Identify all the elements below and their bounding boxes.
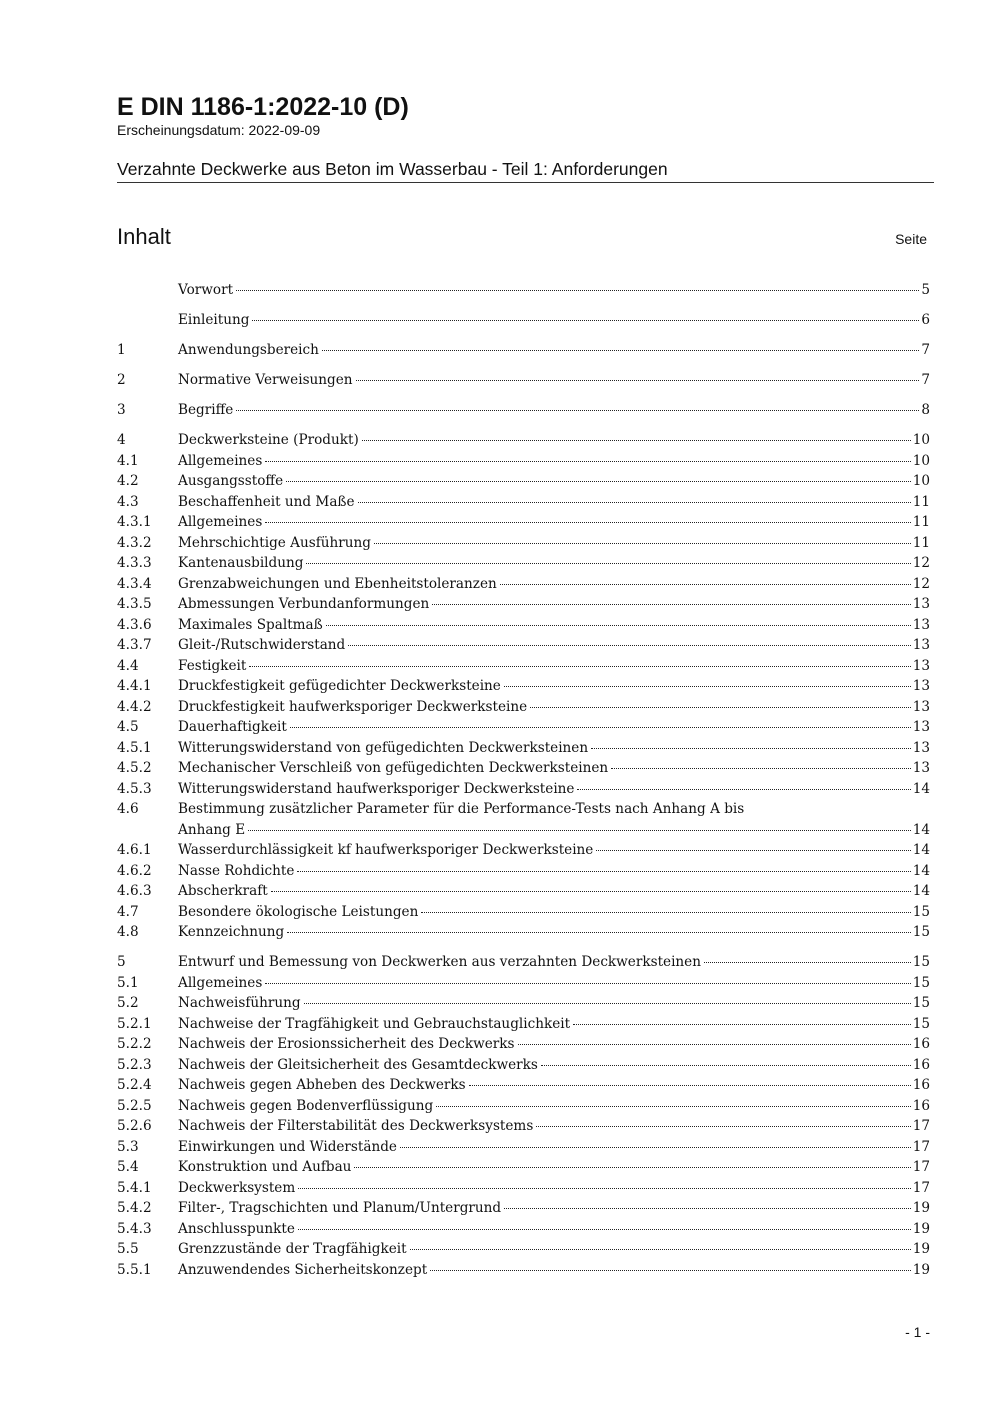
toc-leader-dots: [541, 1065, 911, 1066]
toc-entry[interactable]: [117, 840, 930, 861]
toc-entry-number: 4.6.1: [117, 842, 152, 858]
toc-entry-page: 15: [912, 903, 930, 920]
toc-entry-page: 14: [912, 883, 930, 899]
toc-leader-dots: [348, 645, 910, 646]
toc-entry-label: Bestimmung zusätzlicher Parameter für die Performance-Tests nach Anhang A bis: [178, 801, 745, 817]
toc-entry-number: 4.6.2: [117, 862, 152, 879]
publication-date: Erscheinungsdatum: 2022-09-09: [117, 122, 321, 138]
toc-entry-label: Anzuwendendes Sicherheitskonzept: [178, 1261, 428, 1278]
toc-entry-label: Nachweis der Filterstabilität des Deckwerksystems: [178, 1118, 534, 1134]
toc-entry-label: Allgemeines: [178, 514, 263, 530]
toc-entry-page: 15: [912, 924, 930, 940]
toc-leader-dots: [500, 584, 911, 585]
toc-entry[interactable]: [117, 1239, 930, 1260]
toc-entry-number: 5.2.2: [117, 1036, 152, 1052]
toc-entry-page: 14: [912, 780, 930, 797]
toc-entry[interactable]: [117, 993, 930, 1014]
toc-entry-number: 5.1: [117, 974, 139, 991]
toc-entry-continuation[interactable]: [117, 820, 930, 841]
toc-entry[interactable]: [117, 310, 930, 331]
toc-entry-label: Besondere ökologische Leistungen: [178, 903, 419, 920]
toc-entry-label: Druckfestigkeit gefügedichter Deckwerksteine: [178, 678, 501, 694]
toc-entry-number: 5.2.5: [117, 1097, 152, 1114]
toc-entry-label: Kantenausbildung: [178, 555, 304, 571]
toc-entry[interactable]: [117, 340, 930, 361]
toc-entry-page: 15: [912, 995, 930, 1011]
toc-leader-dots: [298, 1188, 910, 1189]
toc-leader-dots: [577, 789, 910, 790]
toc-entry-label: Abmessungen Verbundanformungen: [178, 596, 430, 612]
toc-entry-label: Grenzzustände der Tragfähigkeit: [178, 1241, 407, 1257]
toc-entry-number: 4.5.1: [117, 739, 152, 756]
toc-entry-page: 7: [921, 342, 930, 358]
toc-entry-number: 5.2.6: [117, 1118, 152, 1134]
toc-entry-page: 14: [912, 821, 930, 838]
toc-leader-dots: [290, 727, 911, 728]
toc-entry[interactable]: [117, 1096, 930, 1117]
toc-entry-number: 2: [117, 372, 126, 388]
toc-leader-dots: [326, 625, 911, 626]
toc-entry-label: Nachweise der Tragfähigkeit und Gebrauchstauglichkeit: [178, 1015, 571, 1032]
toc-entry-page: 13: [912, 698, 930, 715]
toc-entry[interactable]: [117, 738, 930, 759]
toc-entry[interactable]: [117, 758, 930, 779]
toc-entry-number: 4.7: [117, 903, 139, 920]
toc-heading: Inhalt: [117, 224, 171, 249]
toc-entry-label: Einwirkungen und Widerstände: [178, 1138, 397, 1155]
toc-entry-label: Nachweisführung: [178, 995, 301, 1011]
toc-entry[interactable]: [117, 1014, 930, 1035]
toc-leader-dots: [432, 604, 910, 605]
toc-leader-dots: [297, 871, 910, 872]
toc-leader-dots: [248, 830, 911, 831]
toc-entry[interactable]: [117, 1260, 930, 1281]
toc-entry-page: 17: [912, 1179, 930, 1196]
toc-leader-dots: [518, 1044, 911, 1045]
toc-entry-label: Begriffe: [178, 402, 234, 418]
toc-entry-number: 4.4.1: [117, 678, 152, 694]
toc-entry-page: 17: [912, 1138, 930, 1155]
toc-entry-label: Entwurf und Bemessung von Deckwerken aus verzahnten Deckwerksteinen: [178, 954, 701, 970]
toc-entry[interactable]: [117, 973, 930, 994]
toc-entry-number: 4.3.4: [117, 575, 152, 592]
toc-leader-dots: [286, 481, 911, 482]
toc-header: [117, 223, 927, 253]
toc-entry[interactable]: [117, 861, 930, 882]
toc-entry-number: 4.3.2: [117, 534, 152, 551]
toc-leader-dots: [430, 1270, 911, 1271]
toc-entry[interactable]: [117, 952, 930, 973]
toc-entry-number: 5.2.1: [117, 1015, 152, 1032]
toc-entry[interactable]: [117, 400, 930, 421]
toc-entry-page: 10: [912, 432, 930, 448]
toc-entry-page: 19: [912, 1261, 930, 1278]
toc-entry-label: Nachweis der Gleitsicherheit des Gesamtdeckwerks: [178, 1056, 538, 1073]
toc-entry-page: 19: [912, 1220, 930, 1237]
toc-entry-label: Allgemeines: [178, 974, 263, 991]
toc-leader-dots: [504, 686, 911, 687]
toc-entry-label: Dauerhaftigkeit: [178, 719, 287, 735]
toc-entry-number: 4.5.2: [117, 760, 152, 776]
toc-entry-number: 4.1: [117, 452, 139, 469]
toc-entry[interactable]: [117, 1075, 930, 1096]
toc-entry-label: Witterungswiderstand haufwerksporiger Deckwerksteine: [178, 780, 575, 797]
toc-leader-dots: [421, 912, 910, 913]
toc-entry[interactable]: [117, 280, 930, 301]
toc-entry-page: 11: [912, 514, 930, 530]
toc-entry-page: 13: [912, 657, 930, 674]
document-id: E DIN 1186-1:2022-10 (D): [117, 93, 409, 121]
toc-entry-page: 7: [921, 372, 930, 388]
toc-entry-page: 11: [912, 493, 930, 510]
toc-entry-page: 10: [912, 473, 930, 489]
toc-entry[interactable]: [117, 717, 930, 738]
toc-leader-dots: [322, 350, 919, 351]
toc-entry-number: 5: [117, 954, 126, 970]
toc-leader-dots: [436, 1106, 910, 1107]
toc-leader-dots: [358, 502, 911, 503]
toc-entry-page: 15: [912, 954, 930, 970]
toc-entry-page: 13: [912, 616, 930, 633]
toc-entry-number: 4.3.3: [117, 555, 152, 571]
toc-leader-dots: [287, 932, 910, 933]
toc-entry[interactable]: [117, 451, 930, 472]
toc-leader-dots: [374, 543, 911, 544]
toc-leader-dots: [265, 522, 910, 523]
toc-entry-label: Druckfestigkeit haufwerksporiger Deckwerksteine: [178, 698, 528, 715]
toc-leader-dots: [410, 1249, 911, 1250]
toc-leader-dots: [304, 1003, 911, 1004]
toc-leader-dots: [469, 1085, 911, 1086]
toc-leader-dots: [271, 891, 911, 892]
toc-entry-number: 4.3.7: [117, 637, 152, 653]
toc-entry[interactable]: [117, 574, 930, 595]
toc-entry-label: Beschaffenheit und Maße: [178, 493, 355, 510]
toc-entry[interactable]: [117, 799, 930, 820]
toc-entry-number: 5.3: [117, 1138, 139, 1155]
toc-entry-number: 5.4: [117, 1159, 139, 1175]
toc-entry[interactable]: [117, 922, 930, 943]
toc-entry-number: 5.4.2: [117, 1200, 152, 1216]
toc-entry-label: Nasse Rohdichte: [178, 862, 295, 879]
toc-entry[interactable]: [117, 533, 930, 554]
toc-leader-dots: [596, 850, 910, 851]
toc-leader-dots: [298, 1229, 911, 1230]
toc-leader-dots: [354, 1167, 910, 1168]
toc-entry-page: 15: [912, 1015, 930, 1032]
table-of-contents: [117, 280, 930, 1280]
toc-entry-page: 10: [912, 452, 930, 469]
toc-entry-label: Maximales Spaltmaß: [178, 616, 323, 633]
toc-entry-label: Abscherkraft: [178, 883, 268, 899]
toc-leader-dots: [252, 320, 919, 321]
toc-entry[interactable]: [117, 902, 930, 923]
toc-entry-page: 13: [912, 760, 930, 776]
toc-entry[interactable]: [117, 881, 930, 902]
toc-entry[interactable]: [117, 676, 930, 697]
toc-entry-label: Konstruktion und Aufbau: [178, 1159, 352, 1175]
toc-entry-number: 1: [117, 342, 126, 358]
toc-entry-page: 16: [912, 1056, 930, 1073]
toc-entry-label: Gleit-/Rutschwiderstand: [178, 637, 346, 653]
toc-entry-label-continued: Anhang E: [178, 821, 246, 838]
document-title: Verzahnte Deckwerke aus Beton im Wasserbau - Teil 1: Anforderungen: [117, 158, 934, 183]
toc-entry-label: Ausgangsstoffe: [178, 473, 284, 489]
toc-entry-page: 16: [912, 1036, 930, 1052]
toc-entry-label: Nachweis gegen Abheben des Deckwerks: [178, 1077, 466, 1093]
toc-entry-label: Anschlusspunkte: [178, 1220, 295, 1237]
toc-entry-number: 4.4.2: [117, 698, 152, 715]
toc-entry-page: 15: [912, 974, 930, 991]
toc-entry-label: Nachweis gegen Bodenverflüssigung: [178, 1097, 434, 1114]
toc-entry[interactable]: [117, 615, 930, 636]
toc-entry-number: 5.4.1: [117, 1179, 152, 1196]
toc-entry[interactable]: [117, 656, 930, 677]
toc-entry-label: Filter-, Tragschichten und Planum/Untergrund: [178, 1200, 502, 1216]
toc-entry-label: Einleitung: [178, 312, 250, 328]
toc-entry[interactable]: [117, 779, 930, 800]
toc-leader-dots: [536, 1126, 910, 1127]
toc-entry[interactable]: [117, 635, 930, 656]
toc-entry[interactable]: [117, 1198, 930, 1219]
toc-entry-page: 8: [921, 402, 930, 418]
toc-entry-number: 5.2.4: [117, 1077, 152, 1093]
toc-leader-dots: [704, 962, 911, 963]
toc-entry-number: 4.3.1: [117, 514, 152, 530]
toc-entry[interactable]: [117, 370, 930, 391]
toc-entry-label: Mechanischer Verschleiß von gefügedichten Deckwerksteinen: [178, 760, 609, 776]
toc-entry-page: 17: [912, 1159, 930, 1175]
toc-entry-number: 5.2.3: [117, 1056, 152, 1073]
toc-entry-label: Allgemeines: [178, 452, 263, 469]
toc-entry-number: 4.2: [117, 473, 139, 489]
toc-leader-dots: [306, 563, 910, 564]
toc-entry-number: 5.4.3: [117, 1220, 152, 1237]
toc-entry[interactable]: [117, 1157, 930, 1178]
toc-leader-dots: [236, 290, 919, 291]
toc-entry-page: 12: [912, 575, 930, 592]
toc-entry-label: Vorwort: [178, 282, 234, 298]
toc-entry-number: 5.5.1: [117, 1261, 152, 1278]
toc-leader-dots: [362, 440, 911, 441]
toc-entry-page: 16: [912, 1097, 930, 1114]
toc-entry-page: 5: [921, 282, 930, 298]
toc-entry-number: 4.5: [117, 719, 139, 735]
toc-entry-number: 5.2: [117, 995, 139, 1011]
toc-leader-dots: [400, 1147, 911, 1148]
toc-entry-page: 16: [912, 1077, 930, 1093]
toc-entry-number: 4.3: [117, 493, 139, 510]
toc-entry-label: Festigkeit: [178, 657, 247, 674]
toc-leader-dots: [265, 983, 910, 984]
toc-entry-number: 3: [117, 402, 126, 418]
document-header: [117, 92, 934, 183]
toc-entry-page: 13: [912, 739, 930, 756]
toc-entry[interactable]: [117, 553, 930, 574]
toc-entry[interactable]: [117, 430, 930, 451]
toc-entry-page: 14: [912, 862, 930, 879]
toc-leader-dots: [591, 748, 911, 749]
toc-entry[interactable]: [117, 471, 930, 492]
toc-entry-number: 4.4: [117, 657, 139, 674]
toc-entry[interactable]: [117, 697, 930, 718]
toc-entry[interactable]: [117, 512, 930, 533]
toc-entry-number: 4.3.6: [117, 616, 152, 633]
toc-entry-page: 19: [912, 1241, 930, 1257]
toc-entry-page: 14: [912, 842, 930, 858]
toc-entry-label: Mehrschichtige Ausführung: [178, 534, 371, 551]
toc-entry-number: 5.5: [117, 1241, 139, 1257]
toc-entry[interactable]: [117, 1055, 930, 1076]
toc-leader-dots: [236, 410, 919, 411]
toc-entry-label: Normative Verweisungen: [178, 372, 353, 388]
toc-entry-number: 4.6.3: [117, 883, 152, 899]
toc-entry-label: Anwendungsbereich: [178, 342, 319, 358]
toc-leader-dots: [530, 707, 911, 708]
toc-leader-dots: [504, 1208, 911, 1209]
toc-entry-label: Deckwerksteine (Produkt): [178, 432, 359, 448]
toc-entry-page: 19: [912, 1200, 930, 1216]
toc-entry-page: 17: [912, 1118, 930, 1134]
toc-entry-label: Wasserdurchlässigkeit kf haufwerksporiger Deckwerksteine: [178, 842, 594, 858]
toc-entry-number: 4.5.3: [117, 780, 152, 797]
toc-entry-label: Nachweis der Erosionssicherheit des Deckwerks: [178, 1036, 515, 1052]
toc-entry-page: 6: [921, 312, 930, 328]
toc-entry[interactable]: [117, 1219, 930, 1240]
toc-leader-dots: [611, 768, 911, 769]
toc-entry[interactable]: [117, 594, 930, 615]
toc-entry[interactable]: [117, 1116, 930, 1137]
toc-leader-dots: [249, 666, 910, 667]
toc-entry-page: 13: [912, 678, 930, 694]
toc-entry[interactable]: [117, 1034, 930, 1055]
toc-entry-label: Kennzeichnung: [178, 924, 285, 940]
toc-entry-number: 4.3.5: [117, 596, 152, 612]
toc-entry-label: Witterungswiderstand von gefügedichten Deckwerksteinen: [178, 739, 589, 756]
toc-entry-page: 13: [912, 637, 930, 653]
toc-leader-dots: [265, 461, 910, 462]
toc-entry-page: 12: [912, 555, 930, 571]
toc-leader-dots: [573, 1024, 911, 1025]
toc-entry-page: 11: [912, 534, 930, 551]
page-number: - 1 -: [905, 1324, 930, 1340]
toc-entry[interactable]: [117, 1178, 930, 1199]
toc-leader-dots: [356, 380, 920, 381]
toc-entry-number: 4.6: [117, 801, 139, 817]
toc-entry-page: 13: [912, 596, 930, 612]
page-column-label: Seite: [895, 231, 927, 247]
toc-entry-label: Grenzabweichungen und Ebenheitstoleranzen: [178, 575, 497, 592]
toc-entry[interactable]: [117, 1137, 930, 1158]
toc-entry-page: 13: [912, 719, 930, 735]
toc-entry-label: Deckwerksystem: [178, 1179, 296, 1196]
toc-entry-number: 4.8: [117, 924, 139, 940]
toc-entry-number: 4: [117, 432, 126, 448]
toc-entry[interactable]: [117, 492, 930, 513]
